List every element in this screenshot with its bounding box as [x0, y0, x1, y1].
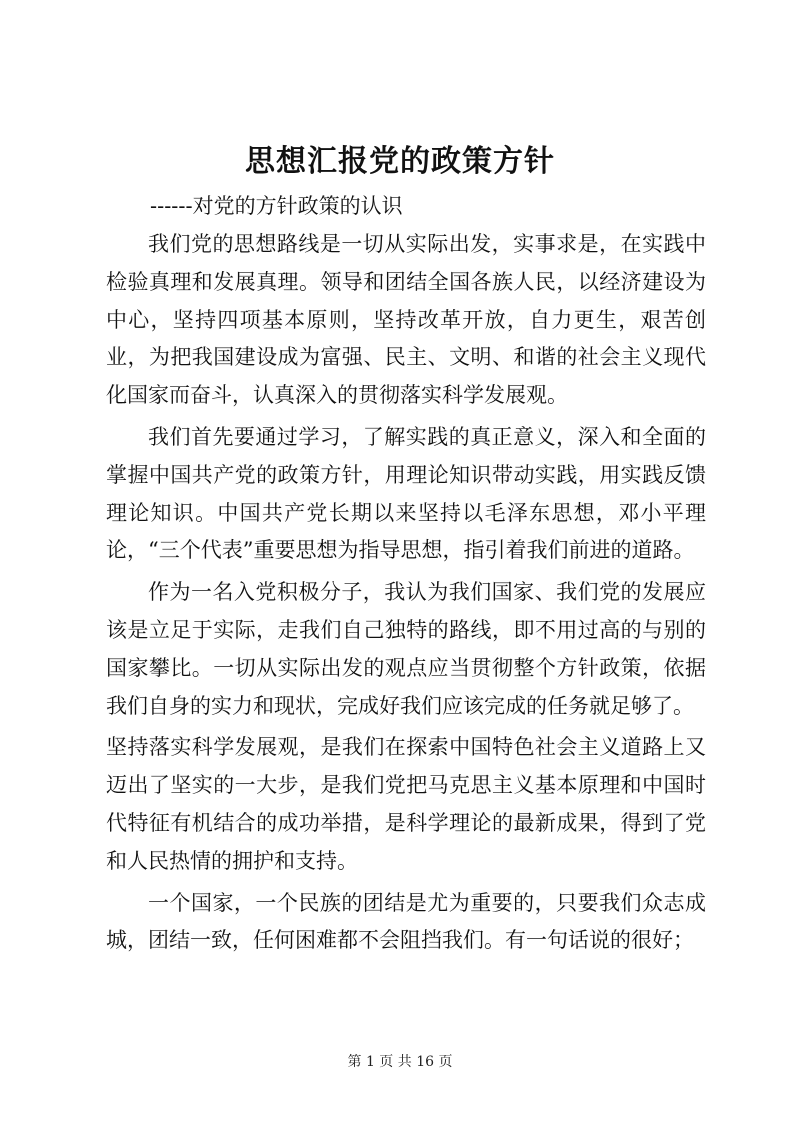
document-title: 思想汇报党的政策方针	[245, 144, 555, 179]
paragraph: 坚持落实科学发展观，是我们在探索中国特色社会主义道路上又迈出了坚实的一大步，是我们党把马克思主义基本原理和中国时代特征有机结合的成功举措，是科学理论的最新成果，得到了党和人民热情的拥护和支持。	[106, 735, 706, 873]
paragraph: 作为一名入党积极分子，我认为我们国家、我们党的发展应该是立足于实际，走我们自己独特的路线，即不用过高的与别的国家攀比。一切从实际出发的观点应当贯彻整个方针政策，依据我们自身的实力和现状，完成好我们应该完成的任务就足够了。	[106, 580, 706, 718]
paragraph: 一个国家，一个民族的团结是尤为重要的，只要我们众志成城，团结一致，任何困难都不会阻挡我们。有一句话说的很好；	[106, 890, 706, 953]
document-subtitle: ------对党的方针政策的认识	[150, 194, 403, 218]
document-body	[106, 226, 706, 964]
paragraph: 我们党的思想路线是一切从实际出发，实事求是，在实践中检验真理和发展真理。领导和团结全国各族人民，以经济建设为中心，坚持四项基本原则，坚持改革开放，自力更生，艰苦创业，为把我国建设成为富强、民主、文明、和谐的社会主义现代化国家而奋斗，认真深入的贯彻落实科学发展观。	[106, 232, 706, 408]
paragraph: 我们首先要通过学习，了解实践的真正意义，深入和全面的掌握中国共产党的政策方针，用理论知识带动实践，用实践反馈理论知识。中国共产党长期以来坚持以毛泽东思想，邓小平理论，“三个代表”重要思想为指导思想，指引着我们前进的道路。	[106, 424, 706, 563]
page-number-footer: 第 1 页 共 16 页	[347, 1054, 453, 1070]
